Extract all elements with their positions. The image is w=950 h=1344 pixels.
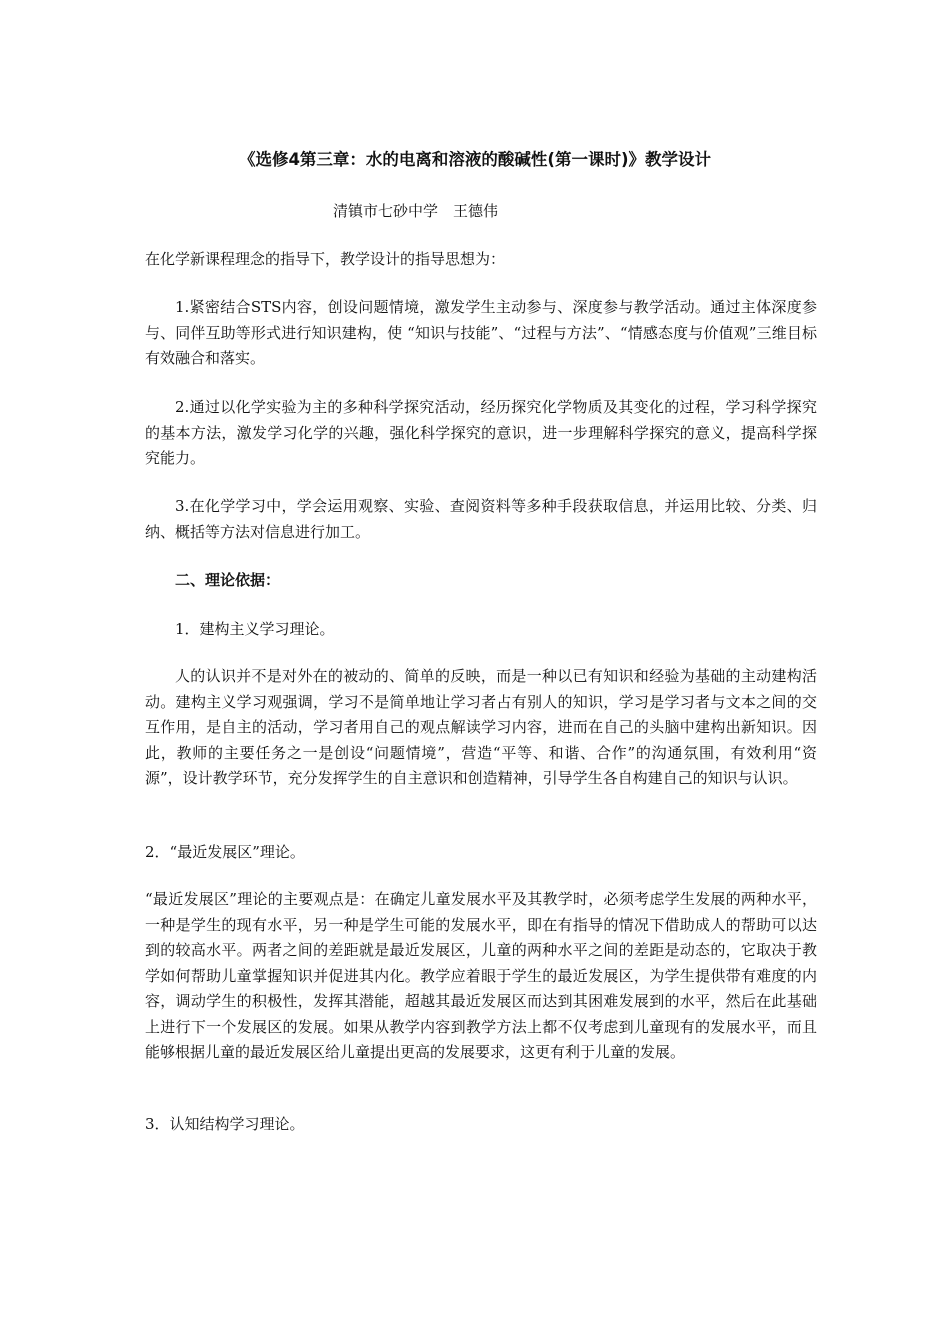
document-title: 《选修4第三章：水的电离和溶液的酸碱性(第一课时)》教学设计 xyxy=(238,150,712,169)
section-heading-theory: 二、理论依据： xyxy=(175,571,281,589)
theory-1-title: 1．建构主义学习理论。 xyxy=(175,620,335,638)
theory-1-body: 人的认识并不是对外在的被动的、简单的反映，而是一种以已有知识和经验为基础的主动建构活动。建构主义学习观强调，学习不是简单地让学习者占有别人的知识，学习是学习者与文本之间的交互作用，是自主的活动，学习者用自己的观点解读学习内容，进而在自己的头脑中建构出新知识。因此，教师的主要任务之一是创设“问题情境”，营造“平等、和谐、合作”的沟通氛围，有效利用“资源”，设计教学环节，充分发挥学生的自主意识和创造精神，引导学生各自构建自己的知识与认识。 xyxy=(145,667,817,787)
author-line: 清镇市七砂中学 王德伟 xyxy=(333,202,499,220)
theory-2-body: “最近发展区”理论的主要观点是：在确定儿童发展水平及其教学时，必须考虑学生发展的两种水平，一种是学生的现有水平，另一种是学生可能的发展水平，即在有指导的情况下借助成人的帮助可以达到的较高水平。两者之间的差距就是最近发展区，儿童的两种水平之间的差距是动态的，它取决于教学如何帮助儿童掌握知识并促进其内化。教学应着眼于学生的最近发展区，为学生提供带有难度的内容，调动学生的积极性，发挥其潜能，超越其最近发展区而达到其困难发展到的水平，然后在此基础上进行下一个发展区的发展。如果从教学内容到教学方法上都不仅考虑到儿童现有的发展水平，而且能够根据儿童的最近发展区给儿童提出更高的发展要求，这更有利于儿童的发展。 xyxy=(145,890,817,1061)
guiding-point-3: 3.在化学学习中，学会运用观察、实验、查阅资料等多种手段获取信息，并运用比较、分类、归纳、概括等方法对信息进行加工。 xyxy=(145,497,817,541)
guiding-point-2: 2.通过以化学实验为主的多种科学探究活动，经历探究化学物质及其变化的过程，学习科学探究的基本方法，激发学习化学的兴趣，强化科学探究的意识，进一步理解科学探究的意义，提高科学探究能力。 xyxy=(145,398,817,467)
theory-2-title: 2．“最近发展区”理论。 xyxy=(145,843,305,861)
guiding-point-1: 1.紧密结合STS内容，创设问题情境，激发学生主动参与、深度参与教学活动。通过主体深度参与、同伴互助等形式进行知识建构，使 “知识与技能”、“过程与方法”、“情感态度与价值观”三维目标有效融合和落实。 xyxy=(145,298,817,367)
intro-paragraph: 在化学新课程理念的指导下，教学设计的指导思想为： xyxy=(145,250,506,268)
theory-3-title: 3．认知结构学习理论。 xyxy=(145,1115,305,1133)
